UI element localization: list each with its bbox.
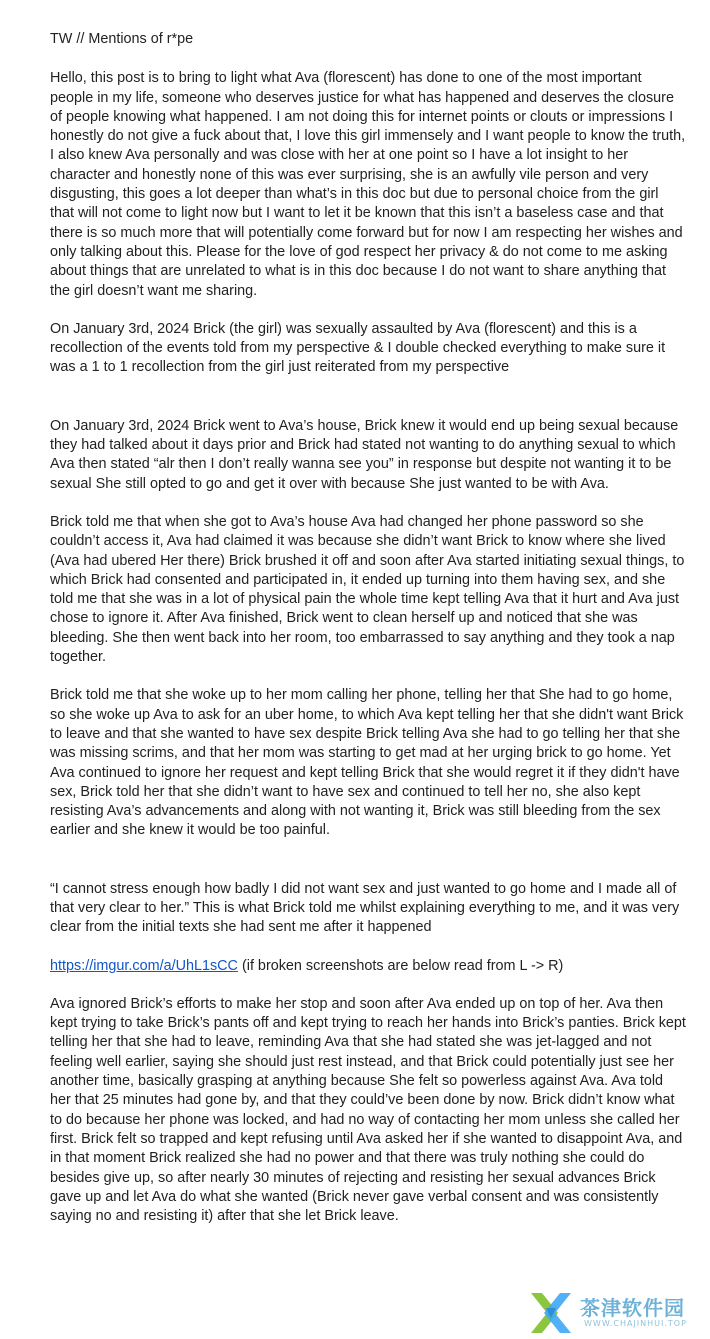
event-paragraph-3: Brick told me that she woke up to her mom calling her phone, telling her that She had to go home, so she woke up Ava to ask for an uber home, to which Ava kept telling her that she didn't want Brick to leave and that she wanted to have sex despite Brick telling Ava she had to go telling her that she was missing scrims, and that her mom was starting to get mad at her urging brick to go home. Yet Ava continued to ignore her request and kept telling Brick that she would regret it if they didn't have sex, Brick told her that she didn’t want to have sex and continued to tell her no, she also kept resisting Ava’s advancements and along with not wanting it, Brick was still bleeding from the sex earlier and she knew it would be too painful. (50, 687, 684, 839)
event-paragraph-1: On January 3rd, 2024 Brick went to Ava’s house, Brick knew it would end up being sexual because they had talked about it days prior and Brick had stated not wanting to do anything sexual to which Ava then stated “alr then I don’t really wanna see you” in response but despite not wanting it to be sexual She still opted to go and get it over with because She just wanted to be with Ava. (50, 417, 679, 492)
final-paragraph: Ava ignored Brick’s efforts to make her stop and soon after Ava ended up on top of her. Ava then kept trying to take Brick’s pants off and kept trying to reach her hands into Brick’s panties. Brick kept telling her that she had to leave, reminding Ava that she had stated she was jet-lagged and not feeling well earlier, saying she should just rest instead, and that Brick could potentially just see her another time, basically grasping at anything because She felt so powerless against Ava. Ava told her that 25 minutes had gone by, and that they could’ve been done by now. Brick didn’t know what to do because her phone was locked, and had no way of contacting her mom unless she called her first. Brick felt so trapped and kept refusing until Ava asked her if she wanted to disappoint Ava, and in that moment Brick realized she had no power and that there was truly nothing she could do besides give up, so after nearly 30 minutes of rejecting and resisting her sexual advances Brick gave up and let Ava do what she wanted (Brick never gave verbal consent and was consistently saying no and resisting it) after that she let Brick leave. (50, 995, 686, 1225)
imgur-link[interactable]: https://imgur.com/a/UhL1sCC (50, 957, 238, 974)
x-logo-icon (528, 1290, 574, 1336)
intro-paragraph: Hello, this post is to bring to light what Ava (florescent) has done to one of the most important people in my life, someone who deserves justice for what has happened and deserves the closure of people knowing what happened. I am not doing this for internet points or clouts or impressions I honestly do not give a fuck about that, I love this girl immensely and I want people to know the truth, I also knew Ava personally and was close with her at one point so I have a lot insight to her character and honestly none of this was ever surprising, she is an awfully vile person and very disgusting, this goes a lot deeper than what’s in this doc but due to personal choice from the girl that will not come to light now but I want to let it be known that this isn’t a baseless case and that there is so much more that will potentially come forward but for now I am respecting her wishes and only talking about this. Please for the love of god respect her privacy & do not come to me asking about things that are unrelated to what is in this doc because I do not want to share anything that the girl doesn’t want me sharing. (50, 70, 686, 299)
trigger-warning: TW // Mentions of r*pe (50, 31, 194, 47)
summary-paragraph: On January 3rd, 2024 Brick (the girl) was sexually assaulted by Ava (florescent) and this is a recollection of the events told from my perspective & I double checked everything to make sure it was a 1 to 1 recollection from the girl just reiterated from my perspective (50, 320, 666, 376)
document-body (50, 30, 686, 1226)
link-line (50, 957, 686, 976)
link-note: (if broken screenshots are below read from L -> R) (237, 957, 564, 974)
event-paragraph-2: Brick told me that when she got to Ava’s house Ava had changed her phone password so she couldn’t access it, Ava had claimed it was because she didn’t want Brick to know where she lived (Ava had ubered Her there) Brick brushed it off and soon after Ava started initiating sexual things, to which Brick had consented and participated in, it ended up turning into them having sex, and she told me that she was in a lot of physical pain the whole time kept telling Ava that it hurt and Ava just chose to ignore it. After Ava finished, Brick went to clean herself up and noticed that she was bleeding. She then went back into her room, too embarrassed to say anything and they took a nap together. (50, 513, 685, 666)
watermark (528, 1290, 708, 1336)
watermark-url: WWW.CHAJINHUI.TOP (584, 1319, 687, 1328)
quote-paragraph: “I cannot stress enough how badly I did not want sex and just wanted to go home and I made all of that very clear to her.” This is what Brick told me whilst explaining everything to me, and it was very clear from the initial texts she had sent me after it happened (50, 880, 680, 936)
watermark-title: 茶津软件园 (580, 1296, 685, 1320)
